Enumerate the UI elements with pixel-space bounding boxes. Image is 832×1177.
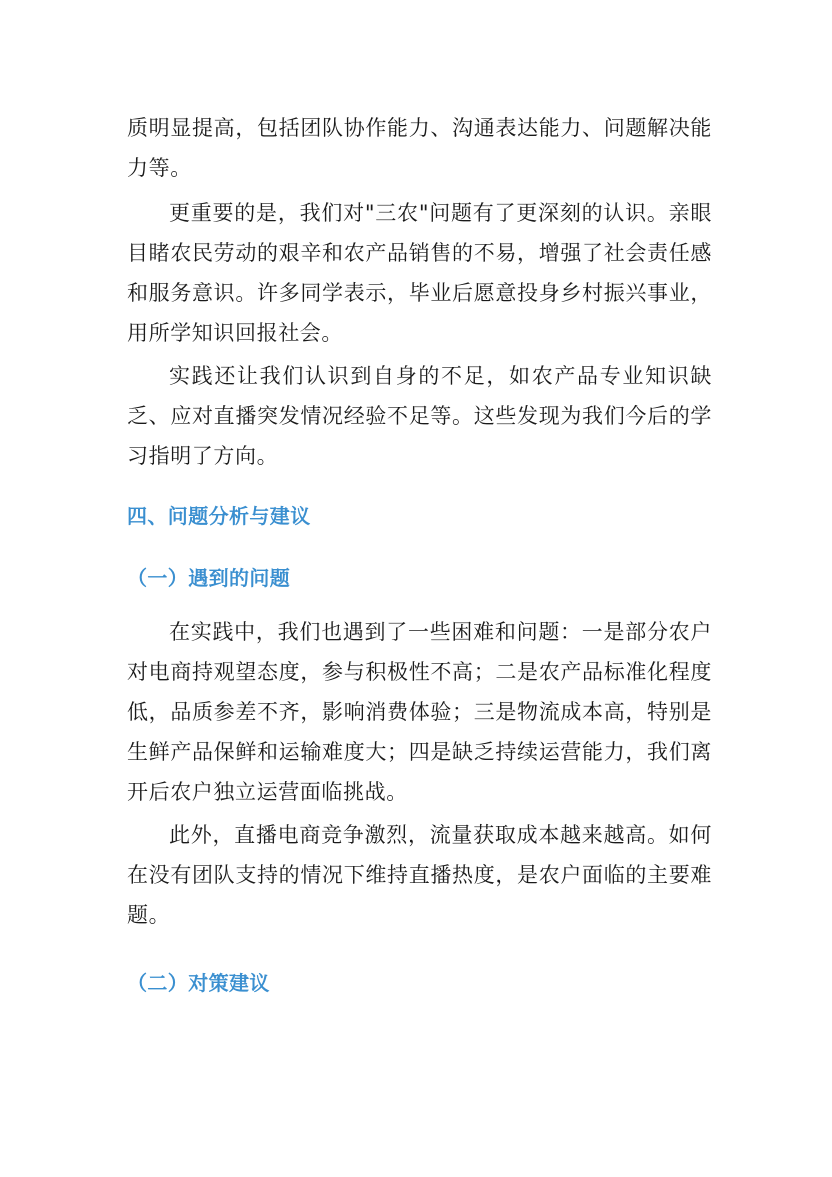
document-body — [127, 108, 712, 1003]
paragraph-continuation: 质明显提高，包括团队协作能力、沟通表达能力、问题解决能力等。 — [127, 116, 712, 180]
section-heading-problem-analysis: 四、问题分析与建议 — [127, 504, 311, 528]
subsection-heading-suggestions: （二）对策建议 — [127, 971, 270, 995]
paragraph-importance: 更重要的是，我们对"三农"问题有了更深刻的认识。亲眼目睹农民劳动的艰辛和农产品销售的不易，增强了社会责任感和服务意识。许多同学表示，毕业后愿意投身乡村振兴事业，用所学知识回报社会。 — [127, 201, 712, 345]
paragraph-competition: 此外，直播电商竞争激烈，流量获取成本越来越高。如何在没有团队支持的情况下维持直播热度，是农户面临的主要难题。 — [127, 823, 712, 927]
paragraph-problems: 在实践中，我们也遇到了一些困难和问题：一是部分农户对电商持观望态度，参与积极性不高；二是农产品标准化程度低，品质参差不齐，影响消费体验；三是物流成本高，特别是生鲜产品保鲜和运输难度大；四是缺乏持续运营能力，我们离开后农户独立运营面临挑战。 — [127, 620, 712, 804]
subsection-heading-problems: （一）遇到的问题 — [127, 566, 291, 590]
paragraph-shortcoming: 实践还让我们认识到自身的不足，如农产品专业知识缺乏、应对直播突发情况经验不足等。这些发现为我们今后的学习指明了方向。 — [127, 364, 712, 468]
